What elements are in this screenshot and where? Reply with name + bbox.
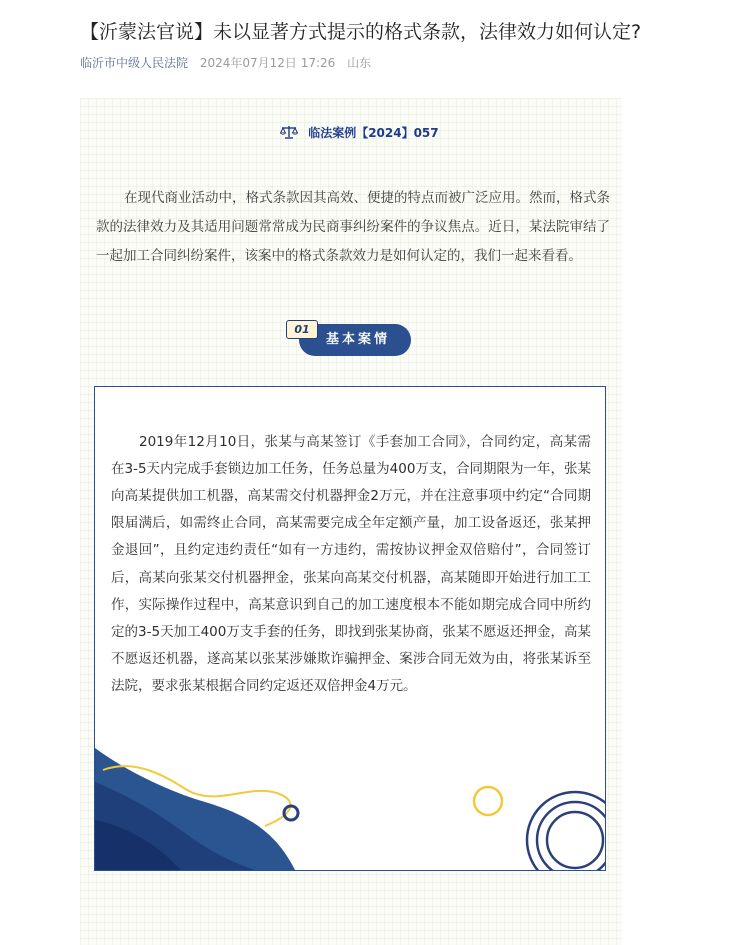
article-title: 【沂蒙法官说】未以显著方式提示的格式条款，法律效力如何认定? [80, 21, 642, 43]
article-body [80, 98, 622, 945]
scale-icon [280, 125, 298, 139]
publish-datetime: 2024年07月12日 17:26 [199, 56, 336, 70]
publish-location: 山东 [347, 56, 372, 70]
case-box [94, 386, 606, 871]
section-number-badge: 01 [286, 320, 318, 339]
wave-decoration [95, 730, 606, 870]
intro-paragraph: 在现代商业活动中，格式条款因其高效、便捷的特点而被广泛应用。然而，格式条款的法律效力及其适用问题常常成为民商事纠纷案件的争议焦点。近日，某法院审结了一起加工合同纠纷案件，该案中的格式条款效力是如何认定的，我们一起来看看。 [96, 189, 610, 264]
section-title: 基本案情 [299, 324, 411, 356]
case-paragraph: 2019年12月10日，张某与高某签订《手套加工合同》，合同约定，高某需在3-5天内完成手套锁边加工任务，任务总量为400万支，合同期限为一年，张某向高某提供加工机器，高某需交付机器押金2万元，并在注意事项中约定“合同期限届满后，如需终止合同，高某需要完成全年定额产量，加工设备返还，张某押金退回”，且约定违约责任“如有一方违约，需按协议押金双倍赔付”，合同签订后，高某向张某交付机器押金，张某向高某交付机器，高某随即开始进行加工工作，实际操作过程中，高某意识到自己的加工速度根本不能如期完成合同中所约定的3-5天加工400万支手套的任务，即找到张某协商，张某不愿返还押金，高某不愿返还机器，遂高某以张某涉嫌欺诈骗押金、案涉合同无效为由，将张某诉至法院，要求张某根据合同约定返还双倍押金4万元。 [111, 433, 591, 695]
section-header [286, 320, 412, 356]
case-tag [280, 124, 439, 144]
case-tag-label: 临法案例【2024】057 [308, 126, 439, 140]
article-meta [80, 54, 379, 71]
source-link[interactable]: 临沂市中级人民法院 [80, 56, 189, 70]
